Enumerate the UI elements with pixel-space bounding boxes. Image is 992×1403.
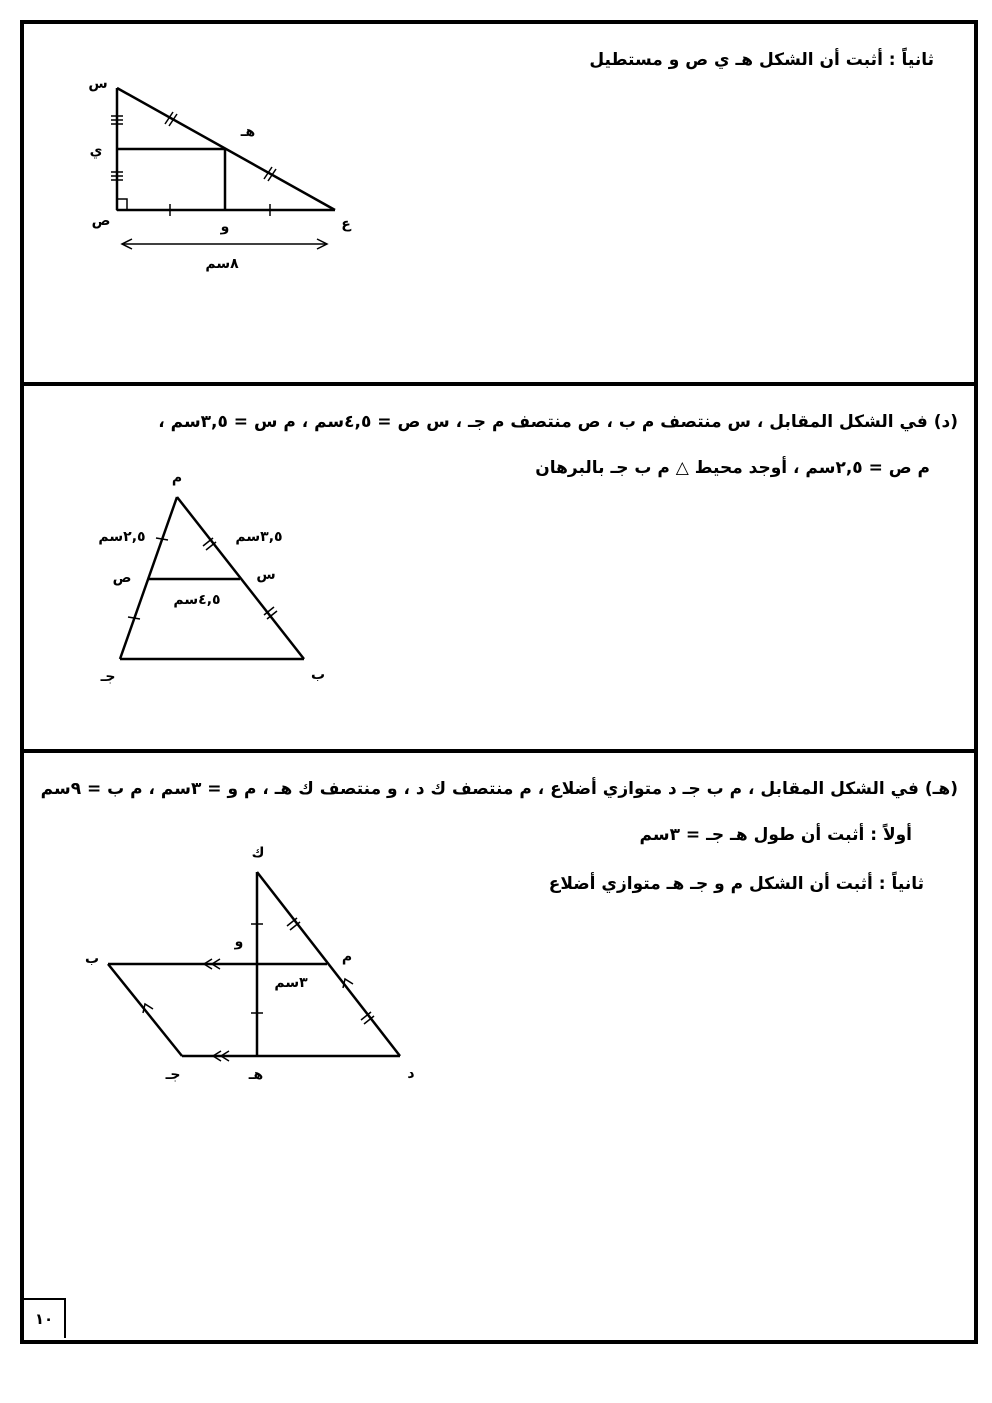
label-a: ﻡ <box>341 949 353 965</box>
question-c-part2: ثانياً : أثبت أن الشكل هـ ي ص و مستطيل <box>589 50 934 70</box>
label-y: ي <box>89 143 103 159</box>
label-s: س <box>88 76 108 92</box>
question-d-line1: (د) في الشكل المقابل ، س منتصف ﻡ ب ، ص منتصف ﻡ جـ ، س ص = ٤,٥سم ، ﻡ س = ٣,٥سم ، <box>158 412 958 432</box>
label-b: ب <box>84 951 100 967</box>
question-e-first: أولاً : أثبت أن طول هـ جـ = ٣سم <box>639 825 912 845</box>
label-asad-length: ٢,٥سم <box>98 529 146 545</box>
label-h: هـ <box>240 124 256 140</box>
label-b: ب <box>310 667 326 683</box>
question-e-second: ثانياً : أثبت أن الشكل ﻡ و جـ هـ متوازي أضلاع <box>548 874 924 894</box>
label-k: ك <box>251 845 265 861</box>
label-d: د <box>407 1066 415 1082</box>
label-j: جـ <box>165 1067 181 1083</box>
page-number: ١٠ <box>24 1298 66 1338</box>
figure-parallelogram <box>108 872 400 1061</box>
label-h: هـ <box>248 1067 264 1083</box>
label-a: ﻡ <box>171 470 183 486</box>
label-as-length: ٣,٥سم <box>235 529 283 545</box>
question-d-line2: ﻡ ص = ٢,٥سم ، أوجد محيط △ ﻡ ب جـ بالبرهان <box>535 458 930 478</box>
label-length-8: ٨سم <box>205 256 239 272</box>
label-ssad-length: ٤,٥سم <box>173 592 221 608</box>
label-sad: ص <box>112 570 132 586</box>
label-w: و <box>220 219 230 235</box>
figure-triangle-abj <box>120 497 304 659</box>
label-w: و <box>234 934 244 950</box>
question-e-line1: (هـ) في الشكل المقابل ، ﻡ ب جـ د متوازي أضلاع ، ﻡ منتصف ك د ، و منتصف ك هـ ، ﻡ و = ٣سم ، ﻡ ب = ٩سم <box>40 779 958 799</box>
label-ain: ع <box>341 216 351 232</box>
label-sad: ص <box>91 213 111 229</box>
label-s: س <box>256 567 276 583</box>
label-aw-length: ٣سم <box>274 975 308 991</box>
label-j: جـ <box>100 669 116 685</box>
